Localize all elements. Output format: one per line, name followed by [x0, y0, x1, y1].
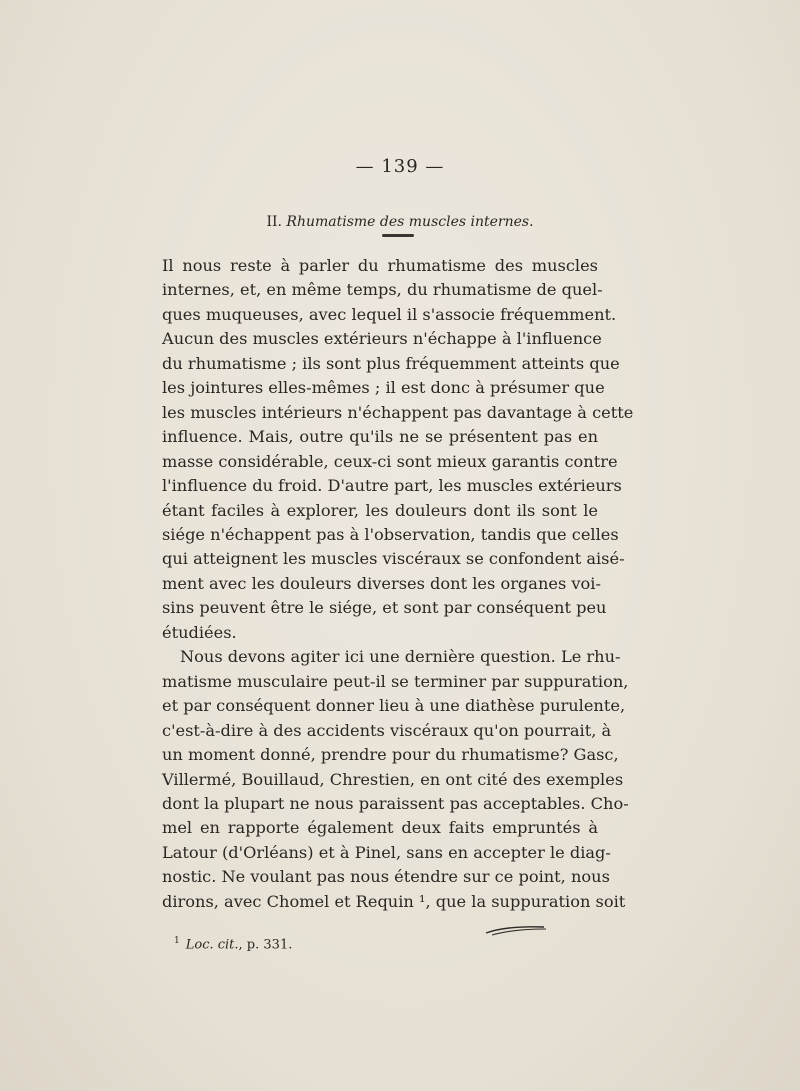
footnote	[174, 936, 292, 952]
text-line: mel en rapporte également deux faits empruntés à	[162, 818, 598, 838]
text-line: nostic. Ne voulant pas nous étendre sur ce point, nous	[162, 867, 610, 887]
text-line: les jointures elles-mêmes ; il est donc à présumer que	[162, 378, 605, 398]
text-line: c'est-à-dire à des accidents viscéraux qu'on pourrait, à	[162, 720, 612, 740]
pencil-mark	[484, 922, 548, 936]
text-line: Latour (d'Orléans) et à Pinel, sans en accepter le diag-	[162, 842, 611, 862]
page-number: — 139 —	[355, 156, 445, 177]
text-line: Il nous reste à parler du rhumatisme des muscles	[162, 256, 598, 275]
text-line: sins peuvent être le siége, et sont par conséquent peu	[162, 598, 607, 618]
text-line: matisme musculaire peut-il se terminer par suppuration,	[162, 671, 629, 691]
section-title: Rhumatisme des muscles internes.	[286, 214, 534, 230]
footnote-marker: 1	[174, 936, 180, 946]
text-line: Aucun des muscles extérieurs n'échappe à l'influence	[162, 329, 602, 349]
text-line: l'influence du froid. D'autre part, les muscles extérieurs	[162, 476, 622, 496]
text-line: influence. Mais, outre qu'ils ne se présentent pas en	[162, 427, 598, 447]
text-line: ques muqueuses, avec lequel il s'associe fréquemment.	[162, 304, 617, 324]
heading-ornament	[382, 234, 414, 237]
text-line: qui atteignent les muscles viscéraux se confondent aisé-	[162, 549, 625, 569]
text-line: masse considérable, ceux-ci sont mieux garantis contre	[162, 451, 618, 471]
section-heading	[0, 214, 800, 230]
text-line: dont la plupart ne nous paraissent pas acceptables. Cho-	[162, 793, 629, 813]
text-line: siége n'échappent pas à l'observation, tandis que celles	[162, 524, 619, 544]
section-number: II.	[266, 214, 282, 230]
text-line: dirons, avec Chomel et Requin ¹, que la suppuration soit	[162, 891, 626, 911]
text-line: ment avec les douleurs diverses dont les organes voi-	[162, 573, 601, 593]
text-line: les muscles intérieurs n'échappent pas davantage à cette	[162, 402, 634, 422]
text-line: et par conséquent donner lieu à une diathèse purulente,	[162, 696, 626, 716]
text-line: Villermé, Bouillaud, Chrestien, en ont cité des exemples	[162, 769, 624, 789]
text-line: un moment donné, prendre pour du rhumatisme? Gasc,	[162, 745, 619, 765]
text-line: Nous devons agiter ici une dernière question. Le rhu-	[180, 647, 621, 667]
body-text	[162, 254, 634, 914]
footnote-page-ref: , p. 331.	[238, 937, 293, 953]
text-line: étudiées.	[162, 622, 237, 642]
text-line: étant faciles à explorer, les douleurs dont ils sont le	[162, 500, 598, 520]
text-line: internes, et, en même temps, du rhumatisme de quel-	[162, 280, 603, 300]
text-line: du rhumatisme ; ils sont plus fréquemment atteints que	[162, 353, 620, 373]
footnote-citation: Loc. cit.	[185, 937, 239, 953]
